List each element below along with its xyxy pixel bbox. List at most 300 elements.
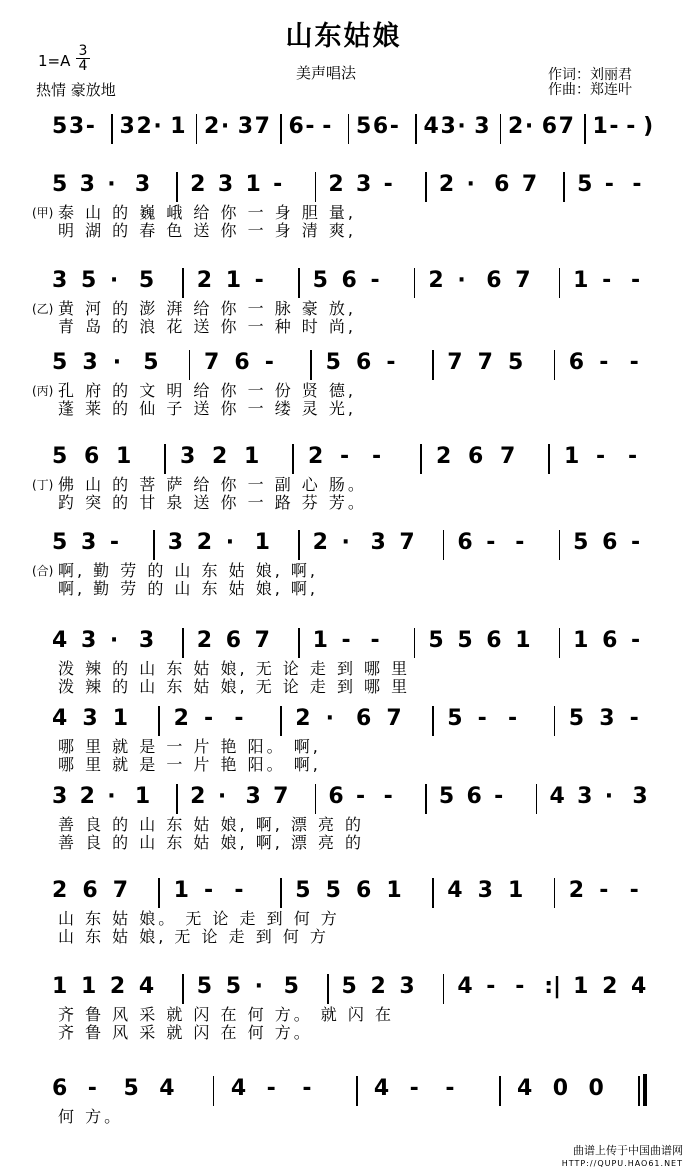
bar-line xyxy=(348,114,350,144)
bar-line xyxy=(559,530,561,560)
note: 4 xyxy=(423,114,439,139)
note: 7 xyxy=(500,444,516,469)
note: 5 xyxy=(138,268,155,293)
lyric-line: 善 良 的 山 东 姑 娘, 啊, 漂 亮 的 xyxy=(58,833,365,852)
note: - xyxy=(599,878,609,903)
note: 1 xyxy=(244,444,260,469)
note: - xyxy=(409,1076,419,1101)
bar-line xyxy=(414,268,416,298)
note: 5 xyxy=(80,268,97,293)
note: 5 xyxy=(447,706,463,731)
note: 1 xyxy=(254,530,270,555)
note: - xyxy=(494,784,504,809)
note: 4 xyxy=(447,878,463,903)
verse-label: (乙) xyxy=(32,302,54,316)
note: - xyxy=(234,878,244,903)
note: - xyxy=(629,706,639,731)
note: 1 xyxy=(573,974,589,999)
note: 6 xyxy=(602,530,618,555)
note: 1 xyxy=(515,628,531,653)
notes-line xyxy=(0,968,687,1008)
note: 2 xyxy=(308,444,324,469)
note: 7 xyxy=(273,784,289,809)
bar-line xyxy=(153,530,155,560)
note: 5 xyxy=(295,878,311,903)
note: · xyxy=(107,172,116,197)
note: 6 xyxy=(225,628,242,653)
note: 2 xyxy=(196,268,213,293)
note: 2 xyxy=(196,530,213,555)
note: 4 xyxy=(373,1076,390,1101)
bar-line xyxy=(158,706,160,736)
notes-line xyxy=(0,262,687,302)
note: - xyxy=(273,172,283,197)
bar-line xyxy=(315,784,317,814)
bar-line xyxy=(111,114,113,144)
note: 5 xyxy=(123,1076,139,1101)
note: 3 xyxy=(80,530,97,555)
verse-label: (合) xyxy=(32,564,54,578)
bar-line xyxy=(563,172,565,202)
note: 4 xyxy=(52,706,68,731)
note: 6 xyxy=(84,444,100,469)
song-title: 山东姑娘 xyxy=(285,21,402,52)
lyric-line: 哪 里 就 是 一 片 艳 阳。 啊, xyxy=(58,755,321,774)
note: - xyxy=(602,268,612,293)
note: 1 xyxy=(116,444,132,469)
note: - xyxy=(356,784,366,809)
note: - xyxy=(515,530,525,555)
bar-line xyxy=(425,172,427,202)
note: 2 xyxy=(109,974,126,999)
note: 2 xyxy=(52,878,68,903)
mood-marking: 热情 豪放地 xyxy=(36,81,116,99)
note: - xyxy=(383,172,393,197)
note: 5 xyxy=(573,530,589,555)
note: · xyxy=(109,268,119,293)
time-bottom: 4 xyxy=(78,58,88,74)
lyric-line: 泰 山 的 巍 峨 给 你 一 身 胆 量, xyxy=(58,203,356,222)
note: 6 xyxy=(372,114,389,139)
note: 1 xyxy=(573,268,589,293)
note: · xyxy=(457,114,466,139)
bar-line xyxy=(554,350,556,380)
note: 5 xyxy=(312,268,328,293)
repeat-sign: :| xyxy=(544,974,562,999)
note: - xyxy=(370,268,380,293)
notes-line xyxy=(0,166,687,206)
verse-label: (丁) xyxy=(32,478,54,492)
bar-line xyxy=(315,172,317,202)
notes-line xyxy=(0,524,687,564)
note: 3 xyxy=(80,628,97,653)
note: 2 xyxy=(190,172,206,197)
note: - xyxy=(85,114,95,139)
note: 7 xyxy=(447,350,463,375)
note: 6 xyxy=(486,628,502,653)
bar-line xyxy=(356,1076,358,1106)
lyric-line: 蓬 莱 的 仙 子 送 你 一 缕 灵 光, xyxy=(58,399,356,418)
note: 5 xyxy=(52,350,68,375)
note: 0 xyxy=(588,1076,604,1101)
lyricist-credit: 作词：刘丽君 xyxy=(548,67,632,83)
singing-style: 美声唱法 xyxy=(296,64,357,82)
note: - xyxy=(477,706,487,731)
bar-line xyxy=(443,530,445,560)
note: 5 xyxy=(225,974,242,999)
note: - xyxy=(372,444,382,469)
note: - xyxy=(204,706,214,731)
note: 6 xyxy=(328,784,344,809)
note: · xyxy=(524,114,534,139)
key-signature: 1=A xyxy=(38,52,71,70)
bar-line xyxy=(559,268,561,298)
bar-line xyxy=(548,444,550,474)
note: 3 xyxy=(82,350,98,375)
notes-line xyxy=(0,344,687,384)
note: - xyxy=(629,350,639,375)
note: 3 xyxy=(245,784,261,809)
note: - xyxy=(486,974,496,999)
bar-line xyxy=(298,268,300,298)
note: 5 xyxy=(356,114,372,139)
note: 3 xyxy=(477,878,493,903)
bar-line xyxy=(164,444,166,474)
note: 5 xyxy=(341,974,357,999)
note: 2 xyxy=(568,878,585,903)
note: 4 xyxy=(159,1076,175,1101)
note: 5 xyxy=(283,974,299,999)
lyric-line: 佛 山 的 菩 萨 给 你 一 副 心 肠。 xyxy=(58,475,367,494)
note: 5 xyxy=(568,706,585,731)
note: 7 xyxy=(558,114,574,139)
verse-label: (丙) xyxy=(32,384,54,398)
note: · xyxy=(254,974,264,999)
bar-line xyxy=(327,974,329,1004)
lyric-line: 泼 辣 的 山 东 姑 娘, 无 论 走 到 哪 里 xyxy=(58,677,411,696)
note: 3 xyxy=(52,268,68,293)
note: 1 xyxy=(573,628,589,653)
lyric-line: 趵 突 的 甘 泉 送 你 一 路 芬 芳。 xyxy=(58,493,367,512)
note: 4 xyxy=(52,628,68,653)
bar-line xyxy=(292,444,294,474)
note: 2 xyxy=(602,974,618,999)
note: 4 xyxy=(631,974,647,999)
note: 1 xyxy=(80,974,97,999)
lyric-line: 明 湖 的 春 色 送 你 一 身 清 爽, xyxy=(58,221,356,240)
note: 3 xyxy=(632,784,648,809)
note: 3 xyxy=(370,530,386,555)
note: 5 xyxy=(457,628,473,653)
note: - xyxy=(508,706,518,731)
note: 4 xyxy=(457,974,473,999)
bar-line xyxy=(182,628,184,658)
note: 2 xyxy=(436,444,452,469)
lyric-line: 哪 里 就 是 一 片 艳 阳。 啊, xyxy=(58,737,321,756)
lyric-line: 啊, 勤 劳 的 山 东 姑 娘, 啊, xyxy=(58,561,318,580)
bar-line xyxy=(499,1076,501,1106)
bar-line xyxy=(414,628,416,658)
lyric-line: 孔 府 的 文 明 给 你 一 份 贤 德, xyxy=(58,381,356,400)
footer-url: HTTP://QUPU.HAO61.NET xyxy=(561,1159,683,1168)
note: - xyxy=(383,784,393,809)
note: - xyxy=(266,1076,276,1101)
note: - xyxy=(515,974,525,999)
bar-line xyxy=(443,974,445,1004)
note: 2 xyxy=(173,706,189,731)
note: 3 xyxy=(52,784,68,809)
bar-line xyxy=(176,172,178,202)
note: - xyxy=(631,628,641,653)
notes-line xyxy=(0,700,687,740)
note: 5 xyxy=(196,974,213,999)
bar-line xyxy=(554,878,556,908)
note: 4 xyxy=(230,1076,247,1101)
note: 3 xyxy=(134,172,151,197)
note: 3 xyxy=(399,974,415,999)
note: - xyxy=(599,350,609,375)
note: - xyxy=(322,114,332,139)
lyric-line: 齐 鲁 风 采 就 闪 在 何 方。 xyxy=(58,1023,313,1042)
note: - xyxy=(486,530,496,555)
note: · xyxy=(109,628,119,653)
note: 2 xyxy=(295,706,311,731)
note: - xyxy=(234,706,244,731)
time-signature xyxy=(76,44,90,73)
notes-line xyxy=(0,438,687,478)
lyric-line: 山 东 姑 娘。 无 论 走 到 何 方 xyxy=(58,909,340,928)
note: 5 xyxy=(52,172,68,197)
bar-line xyxy=(425,784,427,814)
note: 7 xyxy=(521,172,538,197)
note: - xyxy=(204,878,214,903)
bar-line xyxy=(415,114,417,144)
bar-line xyxy=(213,1076,215,1106)
note: 4 xyxy=(549,784,565,809)
note: 3 xyxy=(474,114,490,139)
note: 3 xyxy=(82,706,98,731)
note: 2 xyxy=(312,530,328,555)
note: - xyxy=(445,1076,455,1101)
bar-line xyxy=(189,350,191,380)
bar-line xyxy=(310,350,312,380)
note: - xyxy=(302,1076,312,1101)
note: 1 xyxy=(592,114,608,139)
note: - xyxy=(389,114,399,139)
note: 4 xyxy=(138,974,155,999)
bar-line xyxy=(182,268,184,298)
note: 1 xyxy=(225,268,242,293)
note: 1 xyxy=(134,784,151,809)
note: 6 xyxy=(52,1076,68,1101)
note: 5 xyxy=(143,350,159,375)
note: - xyxy=(264,350,274,375)
final-bar-line xyxy=(643,1074,647,1106)
note: 7 xyxy=(399,530,415,555)
bar-line xyxy=(536,784,538,814)
notes-line xyxy=(0,872,687,912)
note: 6 xyxy=(457,530,473,555)
lyric-line: 泼 辣 的 山 东 姑 娘, 无 论 走 到 哪 里 xyxy=(58,659,411,678)
note: - xyxy=(340,444,350,469)
lyric-line: 青 岛 的 浪 花 送 你 一 种 时 尚, xyxy=(58,317,356,336)
note: 6 xyxy=(288,114,304,139)
lyric-line: 善 良 的 山 东 姑 娘, 啊, 漂 亮 的 xyxy=(58,815,365,834)
note: ) xyxy=(643,114,654,139)
note: 5 xyxy=(52,114,68,139)
bar-line xyxy=(559,628,561,658)
note: · xyxy=(604,784,614,809)
note: - xyxy=(305,114,315,139)
note: 5 xyxy=(52,444,68,469)
note: 2 xyxy=(428,268,444,293)
lyric-line: 山 东 姑 娘, 无 论 走 到 何 方 xyxy=(58,927,329,946)
note: 7 xyxy=(254,114,270,139)
bar-line xyxy=(554,706,556,736)
note: 0 xyxy=(552,1076,569,1101)
note: - xyxy=(631,530,641,555)
note: · xyxy=(107,784,116,809)
bar-line xyxy=(638,1076,640,1106)
note: 5 xyxy=(577,172,593,197)
bar-line xyxy=(298,628,300,658)
note: 3 xyxy=(356,172,372,197)
footer-site: 曲谱上传于中国曲谱网 xyxy=(573,1144,683,1157)
note: 1 xyxy=(173,878,189,903)
note: 7 xyxy=(515,268,531,293)
bar-line xyxy=(176,784,178,814)
notes-line xyxy=(0,622,687,662)
lyric-line: 齐 鲁 风 采 就 闪 在 何 方。 就 闪 在 xyxy=(58,1005,394,1024)
note: 2 xyxy=(438,172,455,197)
note: 5 xyxy=(325,350,341,375)
note: 1 xyxy=(564,444,580,469)
note: 3 xyxy=(138,628,155,653)
note: 6 xyxy=(356,350,372,375)
note: 7 xyxy=(254,628,270,653)
note: - xyxy=(628,444,638,469)
note: 3 xyxy=(237,114,254,139)
note: 5 xyxy=(325,878,341,903)
note: - xyxy=(631,268,641,293)
note: 1 xyxy=(245,172,261,197)
note: - xyxy=(254,268,264,293)
note: · xyxy=(217,784,227,809)
note: 2 xyxy=(204,114,220,139)
bar-line xyxy=(158,878,160,908)
note: · xyxy=(325,706,334,731)
note: - xyxy=(629,878,639,903)
bar-line xyxy=(420,444,422,474)
bar-line xyxy=(280,706,282,736)
note: 2 xyxy=(79,784,95,809)
note: 3 xyxy=(167,530,184,555)
note: 4 xyxy=(516,1076,533,1101)
note: 3 xyxy=(119,114,135,139)
bar-line xyxy=(500,114,502,144)
note: - xyxy=(370,628,380,653)
note: 2 xyxy=(136,114,152,139)
note: 3 xyxy=(79,172,95,197)
note: 2 xyxy=(212,444,228,469)
lyric-line: 何 方。 xyxy=(58,1107,124,1126)
note: 2 xyxy=(508,114,524,139)
note: 1 xyxy=(386,878,402,903)
note: 6 xyxy=(466,784,482,809)
bar-line xyxy=(584,114,586,144)
note: 5 xyxy=(508,350,524,375)
time-top: 3 xyxy=(76,44,90,59)
bar-line xyxy=(196,114,198,144)
note: 2 xyxy=(196,628,213,653)
note: 1 xyxy=(112,706,129,731)
note: 5 xyxy=(428,628,444,653)
note: 1 xyxy=(52,974,68,999)
lyric-line: 黄 河 的 澎 湃 给 你 一 脉 豪 放, xyxy=(58,299,356,318)
bar-line xyxy=(432,878,434,908)
composer-credit: 作曲：郑连叶 xyxy=(548,82,632,98)
note: - xyxy=(609,114,619,139)
note: 6 xyxy=(234,350,250,375)
bar-line xyxy=(298,530,300,560)
note: 3 xyxy=(599,706,615,731)
note: 6 xyxy=(602,628,618,653)
note: · xyxy=(112,350,122,375)
note: · xyxy=(341,530,350,555)
note: 7 xyxy=(112,878,129,903)
note: 7 xyxy=(477,350,493,375)
bar-line xyxy=(280,114,282,144)
note: 1 xyxy=(312,628,328,653)
bar-line xyxy=(432,350,434,380)
note: 2 xyxy=(190,784,206,809)
note: · xyxy=(457,268,466,293)
note: 6 xyxy=(468,444,484,469)
note: 2 xyxy=(370,974,386,999)
note: - xyxy=(87,1076,97,1101)
note: - xyxy=(386,350,396,375)
note: 7 xyxy=(204,350,220,375)
note: - xyxy=(604,172,614,197)
note: · xyxy=(225,530,235,555)
note: 6 xyxy=(486,268,502,293)
note: 1 xyxy=(508,878,524,903)
notes-line xyxy=(0,1070,687,1110)
verse-label: (甲) xyxy=(32,206,54,220)
note: 3 xyxy=(180,444,196,469)
notes-line xyxy=(0,108,687,148)
note: 1 xyxy=(170,114,186,139)
note: 5 xyxy=(52,530,68,555)
bar-line xyxy=(432,706,434,736)
note: - xyxy=(626,114,636,139)
bar-line xyxy=(182,974,184,1004)
note: 6 xyxy=(356,878,372,903)
note: · xyxy=(466,172,475,197)
note: - xyxy=(109,530,120,555)
lyric-line: 啊, 勤 劳 的 山 东 姑 娘, 啊, xyxy=(58,579,318,598)
note: 7 xyxy=(386,706,402,731)
note: 5 xyxy=(438,784,455,809)
note: 6 xyxy=(494,172,510,197)
note: 3 xyxy=(577,784,593,809)
note: 6 xyxy=(341,268,357,293)
note: 6 xyxy=(82,878,98,903)
note: - xyxy=(341,628,351,653)
note: · xyxy=(153,114,162,139)
note: 2 xyxy=(328,172,344,197)
note: 3 xyxy=(68,114,85,139)
